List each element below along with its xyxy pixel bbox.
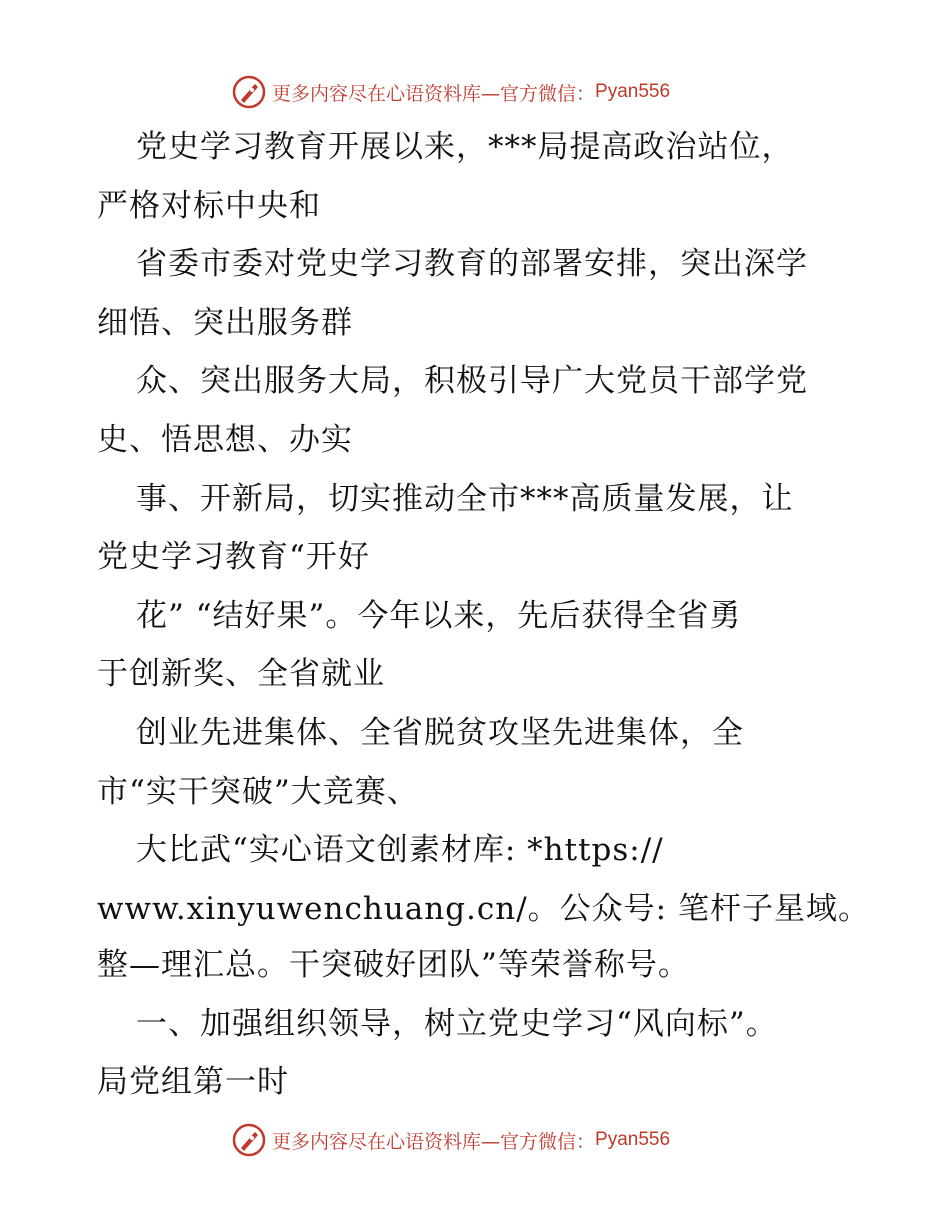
body-line: 整—理汇总。干突破好团队”等荣誉称号。 xyxy=(97,947,690,983)
body-line: 局党组第一时 xyxy=(97,1064,289,1100)
pen-nib-logo-icon xyxy=(232,75,266,109)
header-banner-id: Pyan556 xyxy=(595,81,671,102)
body-line: 市“实干突破”大竞赛、 xyxy=(97,774,419,810)
body-line: 党史学习教育开展以来，***局提高政治站位， xyxy=(136,129,794,165)
body-line: 创业先进集体、全省脱贫攻坚先进集体，全 xyxy=(136,715,744,751)
header-banner-text: 更多内容尽在心语资料库—官方微信： xyxy=(272,82,596,105)
body-line: 史、悟思想、办实 xyxy=(97,422,353,458)
body-line: 党史学习教育“开好 xyxy=(97,539,370,575)
header-banner xyxy=(232,72,670,112)
body-line: 省委市委对党史学习教育的部署安排，突出深学 xyxy=(136,246,808,282)
body-line: 大比武“实心语文创素材库: *https:// xyxy=(136,832,664,868)
body-line: 细悟、突出服务群 xyxy=(97,305,353,341)
body-line: 于创新奖、全省就业 xyxy=(97,656,385,692)
footer-banner-text: 更多内容尽在心语资料库—官方微信： xyxy=(272,1130,596,1153)
body-line: 严格对标中央和 xyxy=(97,188,321,224)
body-line: 众、突出服务大局，积极引导广大党员干部学党 xyxy=(136,363,808,399)
footer-banner xyxy=(232,1120,670,1160)
body-line: 一、加强组织领导，树立党史学习“风向标”。 xyxy=(136,1006,778,1042)
pen-nib-logo-icon xyxy=(232,1123,266,1157)
body-line: www.xinyuwenchuang.cn/。公众号: 笔杆子星域。 xyxy=(97,891,870,927)
footer-banner-id: Pyan556 xyxy=(595,1129,671,1150)
body-line: 事、开新局，切实推动全市***高质量发展，让 xyxy=(136,481,794,517)
body-line: 花” “结好果”。今年以来，先后获得全省勇 xyxy=(136,598,742,634)
